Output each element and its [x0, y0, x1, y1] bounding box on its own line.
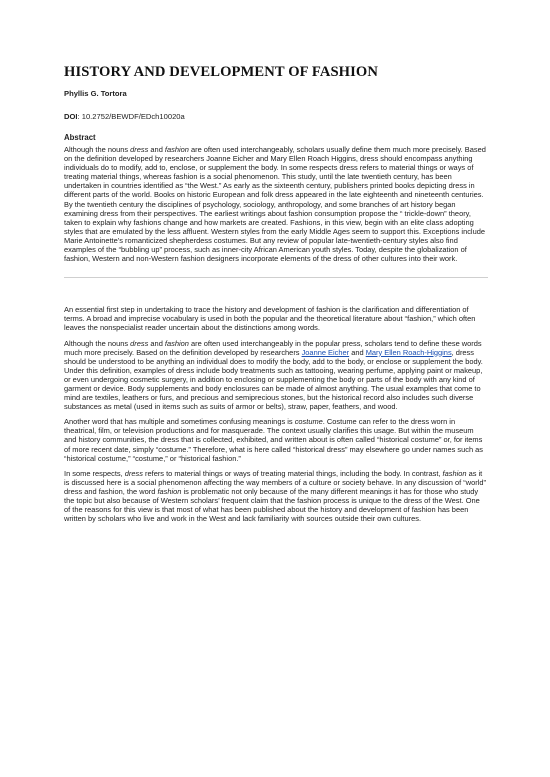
author-name: Phyllis G. Tortora — [64, 89, 127, 98]
body-paragraph-1: An essential first step in undertaking to trace the history and development of fashion is the clarification and differentiation of terms. A broad and imprecise vocabulary is used in both the popular and the theoretical literature about “fashion,” which often leaves the nonspecialist reader uncertain about the distinctions among words. — [64, 305, 476, 333]
doi-line — [64, 112, 488, 121]
abstract-heading: Abstract — [64, 133, 96, 142]
section-divider — [64, 277, 488, 278]
body-paragraph-2: Although the nouns dress and fashion are often used interchangeably in the popular press, scholars tend to define these words much more precisely. Based on the definition developed by researchers Joanne Eicher and Mary Ellen Roach-Higgins, dress should be understood to be anything an individual does to modify the body, add to the body, or enclose or supplement the body. Under this definition, examples of dress include body treatments such as tattooing, wearing perfume, applying paint or makeup, or even undergoing cosmetic surgery, in addition to enclosing or supplementing the body or parts of the body with any kind of garment or device. Body supplements and body enclosures can be made of almost anything. The usual examples that come to mind are textiles, leathers or furs, and precious and semiprecious stones, but the historical record also includes such diverse substances as metal (used in items such as suits of armor or belts), straw, paper, feathers, and wood. — [64, 338, 483, 412]
article-title: HISTORY AND DEVELOPMENT OF FASHION — [64, 64, 378, 80]
body-paragraph-4: In some respects, dress refers to material things or ways of treating material things, including the body. In contrast, fashion as it is discussed here is a social phenomenon affecting the way members of a culture or society behave. In any discussion of “world” dress and fashion, the word fashion is problematic not only because of the many different meanings it has for those who study the topic but also because of Western scholars’ frequent claim that the fashion process is unique to the dress of the West. One of the reasons for this view is that most of what has been published about the history and development of fashion has been written by scholars who live and work in the West and lack familiarity with sources outside their own cultures. — [64, 468, 486, 524]
abstract-text: Although the nouns dress and fashion are often used interchangeably, scholars usually define them much more precisely. Based on the definition developed by researchers Joanne Eicher and Mary Ellen Roach Higgins, dress should encompass anything individuals do to modify, add to, enclose, or supplement the body. In some respects dress refers to material things or ways of treating material things, whereas fashion is a social phenomenon. This study, until the late twentieth century, has been undertaken in countries identified as “the West.” As early as the sixteenth century, publishers printed books depicting dress in different parts of the world. Books on historic European and folk dress appeared in the late eighteenth and nineteenth centuries. By the twentieth century the disciplines of psychology, sociology, anthropology, and some branches of art history began examining dress from their perspectives. The earliest writings about fashion consumption propose the “ trickle-down” theory, taken to explain why fashions change and how markets are created. Fashions, in this view, begin with an elite class adopting styles that are emulated by the less affluent. Western styles from the early Middle Ages seem to support this. Exceptions include Marie Antoinette’s romanticized shepherdess costumes. But any review of popular late-twentieth-century styles also find examples of the “bubbling up” process, such as inner-city African American youth styles. Today, despite the globalization of fashion, Western and non-Western fashion designers incorporate elements of the dress of other cultures into their work. — [64, 145, 486, 264]
author-link-roach-higgins[interactable]: Mary Ellen Roach-Higgins — [365, 347, 452, 357]
author-link-eicher[interactable]: Joanne Eicher — [301, 347, 350, 357]
doi-label: DOI — [64, 112, 78, 121]
doi-value: : 10.2752/BEWDF/EDch10020a — [77, 112, 185, 121]
body-paragraph-3: Another word that has multiple and sometimes confusing meanings is costume. Costume can refer to the dress worn in theatrical, film, or television productions and for masquerade. The context usually clarifies this usage. But within the museum and history communities, the dress that is collected, exhibited, and written about is often called “historical costume” or, for items of more recent date, simply “costume.” Therefore, what is here called “historical dress” may elsewhere go under names such as “historical costume,” “costume,” or “historical fashion.” — [64, 417, 484, 463]
